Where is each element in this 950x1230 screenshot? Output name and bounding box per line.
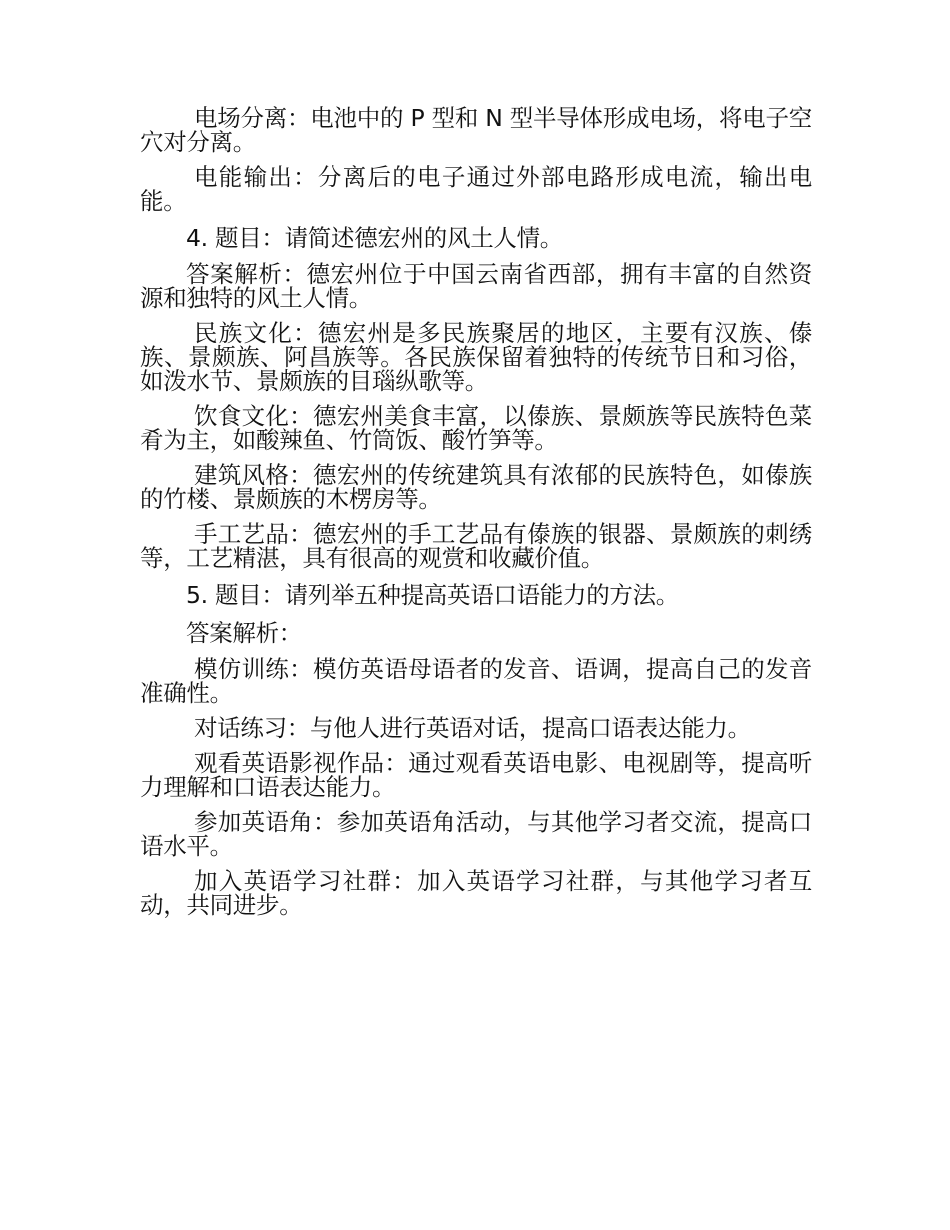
question-5-title: 5. 题目：请列举五种提高英语口语能力的方法。 <box>186 581 679 609</box>
paragraph-english-corner: 参加英语角：参加英语角活动，与其他学习者交流，提高口语水平。 <box>140 808 812 860</box>
paragraph-imitation-training: 模仿训练：模仿英语母语者的发音、语调，提高自己的发音准确性。 <box>140 655 812 707</box>
paragraph-electric-energy-output: 电能输出：分离后的电子通过外部电路形成电流，输出电能。 <box>140 163 812 215</box>
paragraph-ethnic-culture: 民族文化：德宏州是多民族聚居的地区，主要有汉族、傣族、景颇族、阿昌族等。各民族保留着独特的传统节日和习俗，如泼水节、景颇族的目瑙纵歌等。 <box>140 319 812 395</box>
paragraph-dialogue-practice: 对话练习：与他人进行英语对话，提高口语表达能力。 <box>194 714 751 742</box>
paragraph-handicrafts: 手工艺品：德宏州的手工艺品有傣族的银器、景颇族的刺绣等，工艺精湛，具有很高的观赏和收藏价值。 <box>140 520 812 572</box>
answer-5-label: 答案解析： <box>186 619 302 647</box>
paragraph-food-culture: 饮食文化：德宏州美食丰富，以傣族、景颇族等民族特色菜肴为主，如酸辣鱼、竹筒饭、酸竹笋等。 <box>140 402 812 454</box>
answer-4-intro: 答案解析：德宏州位于中国云南省西部，拥有丰富的自然资源和独特的风土人情。 <box>140 260 812 312</box>
question-4-title: 4. 题目：请简述德宏州的风土人情。 <box>186 224 563 252</box>
paragraph-learning-community: 加入英语学习社群：加入英语学习社群，与其他学习者互动，共同进步。 <box>140 867 812 919</box>
paragraph-architecture-style: 建筑风格：德宏州的传统建筑具有浓郁的民族特色，如傣族的竹楼、景颇族的木楞房等。 <box>140 461 812 513</box>
paragraph-electric-field-separation: 电场分离：电池中的 P 型和 N 型半导体形成电场，将电子空穴对分离。 <box>140 104 812 156</box>
document-body <box>140 106 812 928</box>
paragraph-watch-english-media: 观看英语影视作品：通过观看英语电影、电视剧等，提高听力理解和口语表达能力。 <box>140 749 812 801</box>
